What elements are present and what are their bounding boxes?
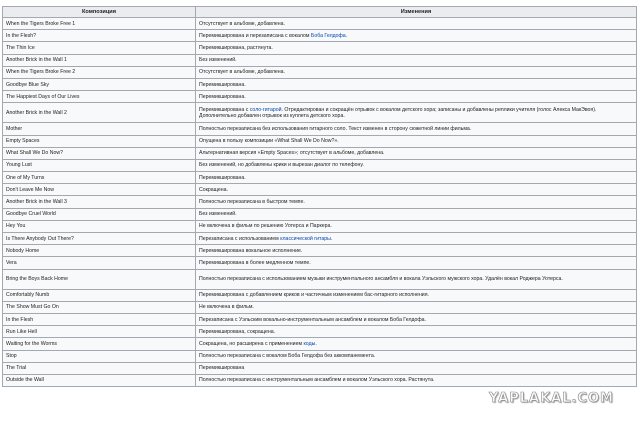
change-text: . bbox=[345, 32, 348, 39]
table-row bbox=[3, 184, 637, 196]
change-text: Альтернативная версия «Empty Spaces»; отсутствует в альбоме, добавлена. bbox=[199, 150, 385, 157]
change-text: Опущена в пользу композиции «What Shall We Do Now?». bbox=[199, 138, 339, 145]
table-row bbox=[3, 350, 637, 362]
song-cell: Young Lust bbox=[3, 159, 196, 171]
table-container bbox=[2, 6, 637, 387]
table-row bbox=[3, 30, 637, 42]
change-cell bbox=[196, 196, 637, 208]
song-cell: Comfortably Numb bbox=[3, 289, 196, 301]
change-text: Перемикширована, сокращена. bbox=[199, 328, 276, 335]
song-cell: The Trial bbox=[3, 362, 196, 374]
table-row bbox=[3, 326, 637, 338]
change-cell bbox=[196, 257, 637, 269]
table-row bbox=[3, 159, 637, 171]
table-row bbox=[3, 18, 637, 30]
table-row bbox=[3, 245, 637, 257]
song-cell: The Show Must Go On bbox=[3, 301, 196, 313]
change-text: Перемикширована с bbox=[199, 106, 250, 113]
song-cell: Outside the Wall bbox=[3, 374, 196, 386]
song-cell: In the Flesh bbox=[3, 313, 196, 325]
change-cell bbox=[196, 135, 637, 147]
change-cell bbox=[196, 350, 637, 362]
change-text: Перемикширована в более медленном темпе. bbox=[199, 259, 311, 266]
wiki-link[interactable]: Боба Гелдофа bbox=[310, 32, 346, 39]
change-text: Перезаписана с Уэльским вокально-инструментальным ансамблем и вокалом Боба Гелдофа. bbox=[199, 316, 427, 323]
table-row bbox=[3, 66, 637, 78]
change-text: Без изменений, но добавлены крики и вырезан диалог по телефону. bbox=[199, 162, 364, 169]
table-row bbox=[3, 338, 637, 350]
change-text: Отсутствует в альбоме, добавлена. bbox=[199, 69, 285, 76]
song-cell: When the Tigers Broke Free 1 bbox=[3, 18, 196, 30]
song-cell: Bring the Boys Back Home bbox=[3, 269, 196, 289]
song-cell: In the Flesh? bbox=[3, 30, 196, 42]
changes-table bbox=[2, 6, 637, 387]
song-cell: Is There Anybody Out There? bbox=[3, 233, 196, 245]
change-cell bbox=[196, 374, 637, 386]
change-cell bbox=[196, 172, 637, 184]
change-text: Полностью перезаписана с вокалом Боба Гелдофа без аккомпанемента. bbox=[199, 353, 376, 360]
song-cell: Don't Leave Me Now bbox=[3, 184, 196, 196]
change-cell bbox=[196, 18, 637, 30]
song-cell: Empty Spaces bbox=[3, 135, 196, 147]
change-text: Перемикширована. bbox=[199, 81, 246, 88]
song-cell: Hey You bbox=[3, 220, 196, 232]
song-cell: What Shall We Do Now? bbox=[3, 147, 196, 159]
column-header-changes[interactable]: Изменения bbox=[196, 7, 637, 18]
change-text: Сокращена, но расширена с применением bbox=[199, 340, 304, 347]
table-row bbox=[3, 313, 637, 325]
table-row bbox=[3, 147, 637, 159]
change-cell bbox=[196, 245, 637, 257]
table-row bbox=[3, 233, 637, 245]
change-text: Перемикширована и перезаписана с вокалом bbox=[199, 32, 311, 39]
change-text: Перезаписана с использованием bbox=[199, 235, 281, 242]
change-text: Без изменений. bbox=[199, 57, 237, 64]
song-cell: Waiting for the Worms bbox=[3, 338, 196, 350]
watermark-logo: YAPLAKAL.COM bbox=[489, 391, 614, 406]
change-cell bbox=[196, 91, 637, 103]
change-text: Перемикширована с добавлением криков и частичным изменением бас-гитарного исполнения. bbox=[199, 292, 429, 299]
change-cell bbox=[196, 326, 637, 338]
song-cell: One of My Turns bbox=[3, 172, 196, 184]
table-row bbox=[3, 91, 637, 103]
change-text: Перемикширована, растянута. bbox=[199, 44, 273, 51]
song-cell: Another Brick in the Wall 1 bbox=[3, 54, 196, 66]
change-text: . bbox=[330, 235, 333, 242]
change-text: Сокращена. bbox=[199, 186, 228, 193]
change-cell bbox=[196, 289, 637, 301]
song-cell: Run Like Hell bbox=[3, 326, 196, 338]
change-text: Не включена в фильм по решению Уотерса и Паркера. bbox=[199, 223, 332, 230]
change-text: Полностью перезаписана без использования гитарного соло. Текст изменен в сторону сюжетной линии фильма. bbox=[199, 125, 472, 132]
table-row bbox=[3, 103, 637, 123]
change-cell bbox=[196, 54, 637, 66]
table-row bbox=[3, 220, 637, 232]
change-cell bbox=[196, 42, 637, 54]
song-cell: Another Brick in the Wall 3 bbox=[3, 196, 196, 208]
table-row bbox=[3, 289, 637, 301]
change-cell bbox=[196, 269, 637, 289]
change-cell bbox=[196, 30, 637, 42]
wiki-link[interactable]: коды bbox=[303, 340, 316, 347]
change-cell bbox=[196, 362, 637, 374]
change-text: . bbox=[315, 340, 317, 347]
table-row bbox=[3, 257, 637, 269]
song-cell: Mother bbox=[3, 123, 196, 135]
change-cell bbox=[196, 338, 637, 350]
change-cell bbox=[196, 123, 637, 135]
table-row bbox=[3, 374, 637, 386]
change-cell bbox=[196, 233, 637, 245]
change-text: Отсутствует в альбоме, добавлена. bbox=[199, 20, 285, 27]
song-cell: When the Tigers Broke Free 2 bbox=[3, 66, 196, 78]
change-text: Полностью перезаписана с инструментальным ансамблем и вокалом Уэльского хора. Растянута. bbox=[199, 377, 435, 384]
change-cell bbox=[196, 184, 637, 196]
change-cell bbox=[196, 159, 637, 171]
song-cell: Nobody Home bbox=[3, 245, 196, 257]
change-text: Перемикширована bbox=[199, 365, 245, 372]
table-header-row bbox=[3, 7, 637, 18]
change-text: Не включена в фильм. bbox=[199, 304, 254, 311]
table-row bbox=[3, 196, 637, 208]
change-text: Полностью перезаписана с использованием музыки инструментального ансамбля и вокала Уэльского мужского хора. Удалён вокал Роджера Уотерса. bbox=[199, 276, 563, 283]
change-cell bbox=[196, 220, 637, 232]
change-cell bbox=[196, 313, 637, 325]
change-cell bbox=[196, 301, 637, 313]
song-cell: Vera bbox=[3, 257, 196, 269]
change-text: Перемикширована. bbox=[199, 93, 246, 100]
change-cell bbox=[196, 66, 637, 78]
song-cell: Another Brick in the Wall 2 bbox=[3, 103, 196, 123]
table-row bbox=[3, 54, 637, 66]
wiki-link[interactable]: классической гитары bbox=[280, 235, 331, 242]
wiki-link[interactable]: соло-гитарой bbox=[249, 106, 282, 113]
change-cell bbox=[196, 78, 637, 90]
song-cell: Goodbye Blue Sky bbox=[3, 78, 196, 90]
song-cell: The Thin Ice bbox=[3, 42, 196, 54]
table-row bbox=[3, 362, 637, 374]
change-text: Перемикширована. bbox=[199, 174, 246, 181]
change-cell bbox=[196, 208, 637, 220]
table-row bbox=[3, 172, 637, 184]
table-row bbox=[3, 123, 637, 135]
table-row bbox=[3, 269, 637, 289]
change-cell bbox=[196, 147, 637, 159]
column-header-song[interactable]: Композиция bbox=[3, 7, 196, 18]
song-cell: Stop bbox=[3, 350, 196, 362]
change-text: Перемикширована вокальное исполнение. bbox=[199, 247, 303, 254]
table-row bbox=[3, 135, 637, 147]
table-row bbox=[3, 78, 637, 90]
change-cell bbox=[196, 103, 637, 123]
change-text: Полностью перезаписана в быстром темпе. bbox=[199, 199, 305, 206]
change-text: . Отредактирован и сокращён отрывок с вокалом детского хора; записаны и добавлены реплики учителя (голос Алекса МакЭвоя). Дополнительно добавлен отрывок из куплета детского хора. bbox=[199, 106, 597, 119]
song-cell: Goodbye Cruel World bbox=[3, 208, 196, 220]
table-row bbox=[3, 301, 637, 313]
table-body bbox=[3, 18, 637, 387]
table-row bbox=[3, 208, 637, 220]
song-cell: The Happiest Days of Our Lives bbox=[3, 91, 196, 103]
table-row bbox=[3, 42, 637, 54]
change-text: Без изменений. bbox=[199, 211, 237, 218]
